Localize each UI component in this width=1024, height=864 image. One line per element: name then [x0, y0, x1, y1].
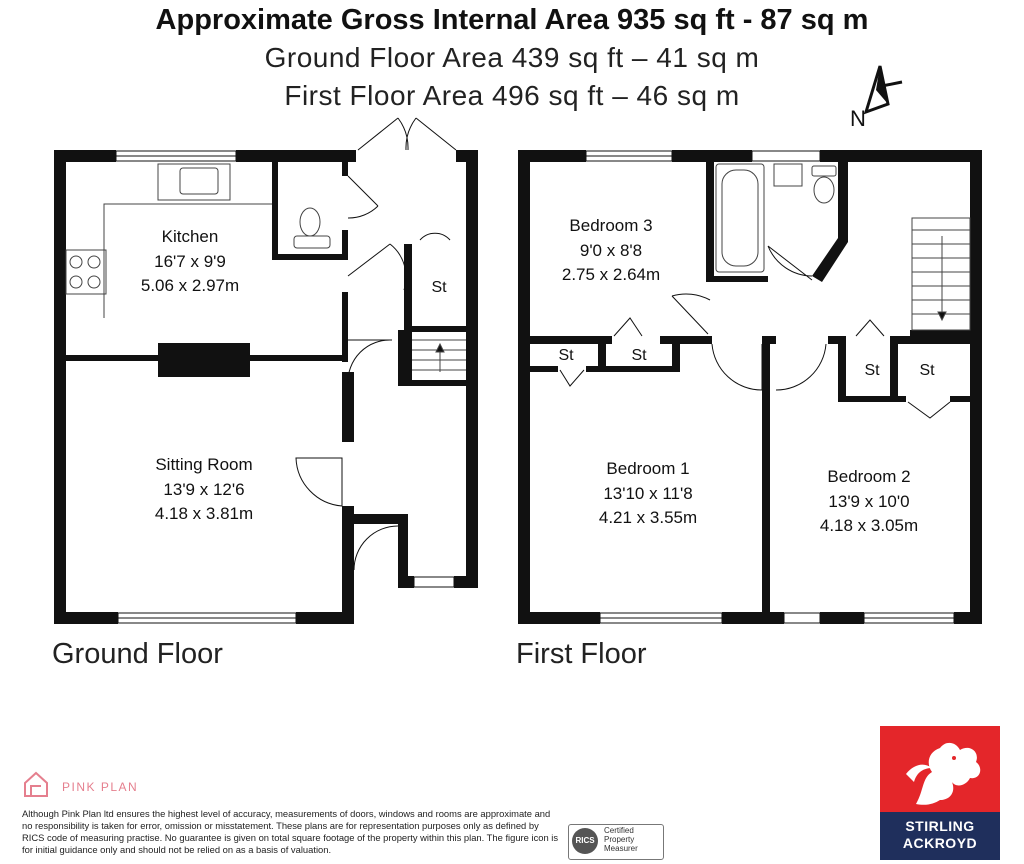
- bedroom1-name: Bedroom 1: [606, 459, 690, 478]
- first-floor-area: First Floor Area 496 sq ft – 46 sq m: [284, 80, 740, 111]
- first-store-b-label: St: [631, 347, 647, 364]
- first-store-a-label: St: [558, 347, 574, 364]
- ground-store-label: St: [431, 279, 447, 296]
- bedroom2-name: Bedroom 2: [827, 467, 911, 486]
- bedroom3-metric: 2.75 x 2.64m: [561, 265, 661, 284]
- ground-doors: [296, 118, 456, 570]
- agency-name-line1: STIRLING: [905, 818, 975, 834]
- ground-floor-label: Ground Floor: [52, 638, 223, 670]
- kitchen-metric: 5.06 x 2.97m: [140, 276, 240, 295]
- first-store-c-label: St: [864, 362, 880, 379]
- bedroom3-name: Bedroom 3: [569, 216, 653, 235]
- sitting-room-name: Sitting Room: [155, 455, 253, 474]
- ground-floor-plan: [54, 150, 478, 624]
- first-floor-label: First Floor: [516, 638, 647, 670]
- bedroom1-metric: 4.21 x 3.55m: [598, 508, 698, 527]
- ground-stairs: [412, 340, 466, 372]
- rics-logo-icon: RICS: [572, 828, 598, 854]
- pink-plan-house-icon: [22, 770, 50, 798]
- pink-plan-brand: PINK PLAN: [62, 780, 139, 794]
- bathroom-fittings: [716, 164, 836, 272]
- agency-name-line2: ACKROYD: [902, 835, 978, 851]
- disclaimer-text: Although Pink Plan ltd ensures the highest level of accuracy, measurements of doors, windows and rooms are approximate and no responsibility is taken for error, omission or misstatement. These plans are for representation purposes only as defined by RICS code of measuring practise. No guarantee is given on total square footage of the property within this plan. The figure icon is for initial guidance only and should not be relied on as a basis of valuation.: [22, 808, 559, 855]
- north-label: N: [850, 106, 866, 130]
- bedroom2-metric: 4.18 x 3.05m: [819, 516, 919, 535]
- first-store-d-label: St: [919, 362, 935, 379]
- griffin-icon: [896, 734, 986, 810]
- bedroom3-imperial: 9'0 x 8'8: [579, 241, 643, 260]
- kitchen-name: Kitchen: [161, 227, 219, 246]
- gross-area-title: Approximate Gross Internal Area 935 sq ft - 87 sq m: [155, 4, 869, 36]
- first-stairs: [912, 218, 970, 330]
- ground-floor-area: Ground Floor Area 439 sq ft – 41 sq m: [264, 42, 760, 73]
- kitchen-imperial: 16'7 x 9'9: [154, 252, 226, 271]
- bedroom2-imperial: 13'9 x 10'0: [828, 492, 910, 511]
- bedroom1-imperial: 13'10 x 11'8: [603, 484, 693, 503]
- room-labels: [141, 216, 935, 535]
- rics-certified-text: Certified Property Measurer: [604, 826, 638, 853]
- agency-name: [880, 818, 1000, 852]
- sitting-room-metric: 4.18 x 3.81m: [154, 504, 254, 523]
- sitting-room-imperial: 13'9 x 12'6: [163, 480, 245, 499]
- wc-fittings: [294, 208, 330, 248]
